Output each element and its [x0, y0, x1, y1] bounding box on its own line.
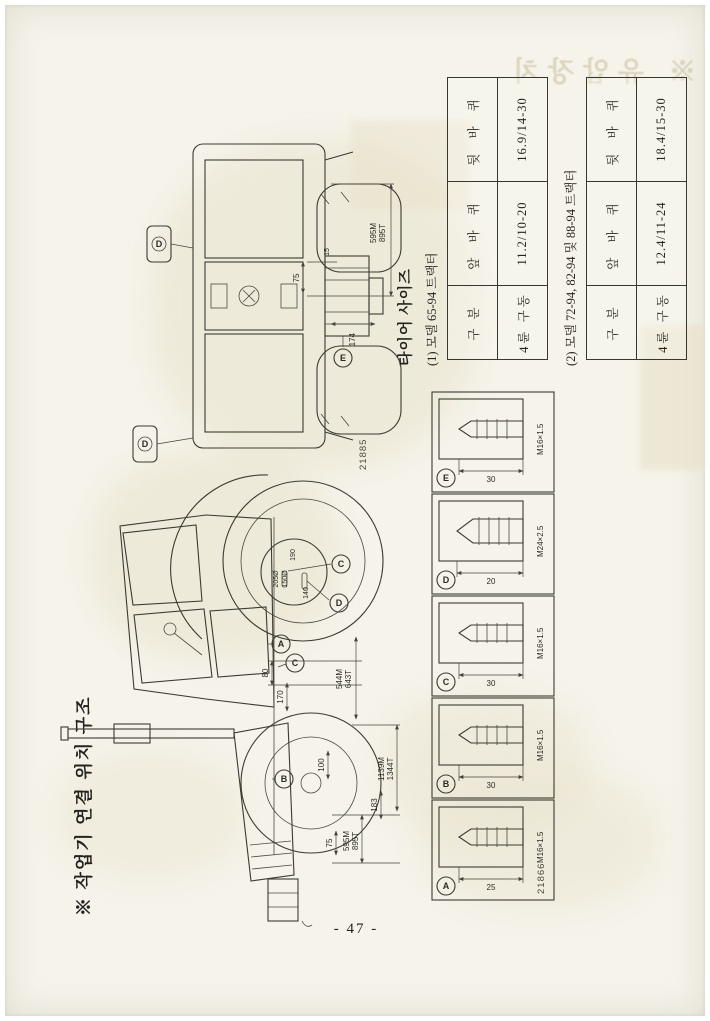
dim-1344: 1344T	[386, 757, 395, 781]
bleedthrough-title-text: ※ 유압장치	[503, 57, 696, 87]
cab-door-window	[210, 607, 269, 677]
rotated-sheet	[6, 6, 698, 1006]
bolt-panel-d	[431, 493, 555, 595]
front-tire-size: 12.4/11-24	[637, 182, 687, 286]
col-header-front-wheel: 앞 바 퀴	[448, 182, 498, 286]
dim-174: 174	[348, 333, 357, 347]
section-block	[439, 501, 523, 561]
table-data-row	[637, 78, 687, 360]
callout-letter-c2: C	[291, 658, 299, 668]
dim-205: 205Ø	[273, 570, 280, 588]
col-header-category: 구 분	[448, 286, 498, 360]
rear-wheel-tire	[223, 481, 383, 641]
page-number: - 47 -	[333, 921, 379, 937]
panel-letter: B	[442, 779, 450, 789]
tire-size-section	[394, 66, 691, 366]
col-header-category: 구 분	[587, 286, 637, 360]
page-title: ※ 작업기 연결 위치 구조	[74, 695, 94, 916]
front-tire-size: 11.2/10-20	[498, 182, 548, 286]
threaded-hole	[459, 727, 523, 743]
panel-letter: C	[442, 677, 450, 687]
col-header-rear-wheel: 뒷 바 퀴	[448, 78, 498, 182]
rear-fender	[171, 475, 268, 639]
dim-895: 895T	[378, 223, 387, 243]
tire-model-label-2: (2) 모델 72-94, 82-94 및 88-94 트랙터	[564, 169, 578, 366]
panel-letter: D	[442, 575, 450, 585]
col-header-front-wheel: 앞 바 퀴	[587, 182, 637, 286]
callout-letter-roof-left: D	[141, 439, 149, 449]
figure-number-side-view: 21885	[358, 438, 369, 470]
row-label-4wd: 4륜 구동	[637, 286, 687, 360]
dim-544: 544M	[335, 668, 344, 690]
callout-letter-a: A	[277, 639, 285, 649]
section-block	[439, 399, 523, 459]
dim-15: 15	[324, 248, 331, 256]
threaded-hole	[459, 625, 523, 641]
rear-lamp-lower	[281, 284, 297, 308]
callout-letter-e: E	[339, 353, 347, 363]
hood	[234, 723, 294, 881]
dim-183: 183	[370, 798, 379, 812]
col-header-rear-wheel: 뒷 바 퀴	[587, 78, 637, 182]
hole-depth-dim: 30	[486, 475, 496, 484]
cab-front-window	[134, 609, 212, 683]
rear-tire-size: 18.4/15-30	[637, 78, 687, 182]
rear-wheel-rim	[241, 499, 365, 623]
rear-tire-left	[317, 346, 401, 434]
bolt-panel-c	[431, 595, 555, 697]
threaded-hole	[459, 829, 523, 845]
rear-tire-right	[317, 184, 401, 272]
section-block	[439, 603, 523, 663]
figure-number-bolt-chart: 21866	[536, 862, 547, 894]
row-label-4wd: 4륜 구동	[498, 286, 548, 360]
dim-100: 100	[317, 758, 326, 772]
rear-window-right	[205, 160, 303, 258]
tractor-side-view-drawing	[56, 451, 401, 951]
dim-75: 75	[325, 838, 334, 848]
table-data-row	[498, 78, 548, 360]
table-header-row	[587, 78, 637, 360]
panel-letter: E	[442, 473, 450, 483]
dim-1139: 1139M	[377, 757, 386, 781]
callout-letter-c: C	[337, 559, 345, 569]
dim-150: 150Ø	[282, 570, 289, 588]
thread-spec: M16×1.5	[536, 729, 545, 761]
dim-190: 190	[290, 549, 297, 561]
rear-center-panel	[205, 262, 303, 330]
thread-spec: M16×1.5	[536, 831, 545, 863]
rear-tire-size: 16.9/14-30	[498, 78, 548, 182]
panel-letter: A	[442, 881, 450, 891]
callout-letter-b: B	[280, 774, 288, 784]
rear-lamp-upper	[211, 284, 227, 308]
tire-table-1	[447, 77, 548, 360]
tractor-rear-view-drawing	[91, 106, 411, 476]
dim-595: 595M	[342, 830, 351, 852]
bolt-panel-b	[431, 697, 555, 799]
threaded-hole	[459, 421, 523, 437]
thread-spec: M24×2.5	[536, 525, 545, 557]
callout-letter-roof-right: D	[155, 239, 163, 249]
fender-left	[325, 432, 353, 440]
front-wheel-tire	[241, 713, 381, 853]
bolt-detail-strip	[431, 389, 555, 901]
callout-letter-d: D	[335, 598, 343, 608]
hole-depth-dim: 20	[486, 577, 496, 586]
dim-75: 75	[292, 273, 301, 283]
exhaust-pipe	[68, 729, 234, 738]
steering-wheel	[164, 623, 176, 635]
rear-window-left	[205, 334, 303, 432]
dim-140: 140	[303, 587, 310, 599]
fender-right	[325, 152, 353, 160]
dim-595: 595M	[369, 222, 378, 244]
tire-section-heading: 타이어 사이즈	[398, 268, 414, 366]
tire-model-label-1: (1) 모델 65-94 트랙터	[425, 252, 439, 366]
muffler	[114, 724, 150, 743]
dim-895: 895T	[351, 831, 360, 851]
section-block	[439, 807, 523, 867]
tire-table-2	[586, 77, 687, 360]
cab-rear-window	[123, 525, 202, 605]
bolt-panel-e	[431, 391, 555, 493]
hole-depth-dim: 25	[486, 883, 496, 892]
hole-depth-dim: 30	[486, 679, 496, 688]
dim-643: 643T	[344, 669, 353, 689]
dim-80: 80	[261, 668, 270, 678]
thread-spec: M16×1.5	[536, 423, 545, 455]
threaded-hole	[457, 519, 523, 543]
thread-spec: M16×1.5	[536, 627, 545, 659]
table-header-row	[448, 78, 498, 360]
hole-depth-dim: 30	[486, 781, 496, 790]
section-block	[439, 705, 523, 765]
dim-170: 170	[276, 690, 285, 704]
front-weights	[268, 879, 298, 921]
steering-column	[174, 633, 202, 655]
